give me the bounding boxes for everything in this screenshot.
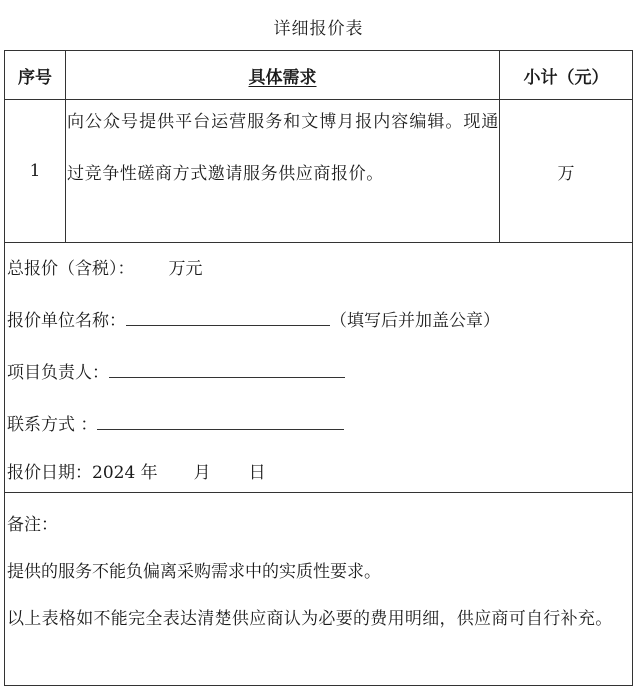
bidder-row xyxy=(7,306,500,331)
contact-row xyxy=(7,410,344,435)
remarks-line-2: 以上表格如不能完全表达清楚供应商认为必要的费用明细，供应商可自行补充。 xyxy=(7,609,613,629)
header-index: 序号 xyxy=(18,67,52,88)
date-day: 日 xyxy=(248,463,266,483)
manager-field[interactable] xyxy=(109,359,345,378)
header-subtotal: 小计（元） xyxy=(523,67,609,88)
date-row xyxy=(7,458,266,483)
row-subtotal: 万 xyxy=(557,163,575,184)
row-index: 1 xyxy=(29,161,41,181)
date-month: 月 xyxy=(193,463,211,483)
remarks-line-1: 提供的服务不能负偏离采购需求中的实质性要求。 xyxy=(7,562,381,582)
remarks-label: 备注： xyxy=(7,515,58,535)
contact-label: 联系方式 ： xyxy=(7,415,98,435)
row-requirement: 向公众号提供平台运营服务和文博月报内容编辑。现通过竞争性磋商方式邀请服务供应商报价。 xyxy=(67,112,499,184)
quote-table xyxy=(4,50,633,686)
manager-label: 项目负责人： xyxy=(7,363,109,383)
page-title: 详细报价表 xyxy=(273,19,364,39)
header-requirement: 具体需求 xyxy=(248,67,317,88)
bidder-note: （填写后并加盖公章） xyxy=(330,311,500,331)
date-label: 报价日期：2024 年 xyxy=(7,463,158,483)
row-divider xyxy=(5,242,632,243)
total-row xyxy=(7,254,203,279)
remarks-divider xyxy=(5,492,632,493)
total-label: 总报价（含税）： xyxy=(7,259,135,279)
bidder-label: 报价单位名称： xyxy=(7,311,126,331)
bidder-name-field[interactable] xyxy=(126,307,330,326)
manager-row xyxy=(7,358,345,383)
total-unit: 万元 xyxy=(168,259,203,279)
contact-field[interactable] xyxy=(97,411,344,430)
